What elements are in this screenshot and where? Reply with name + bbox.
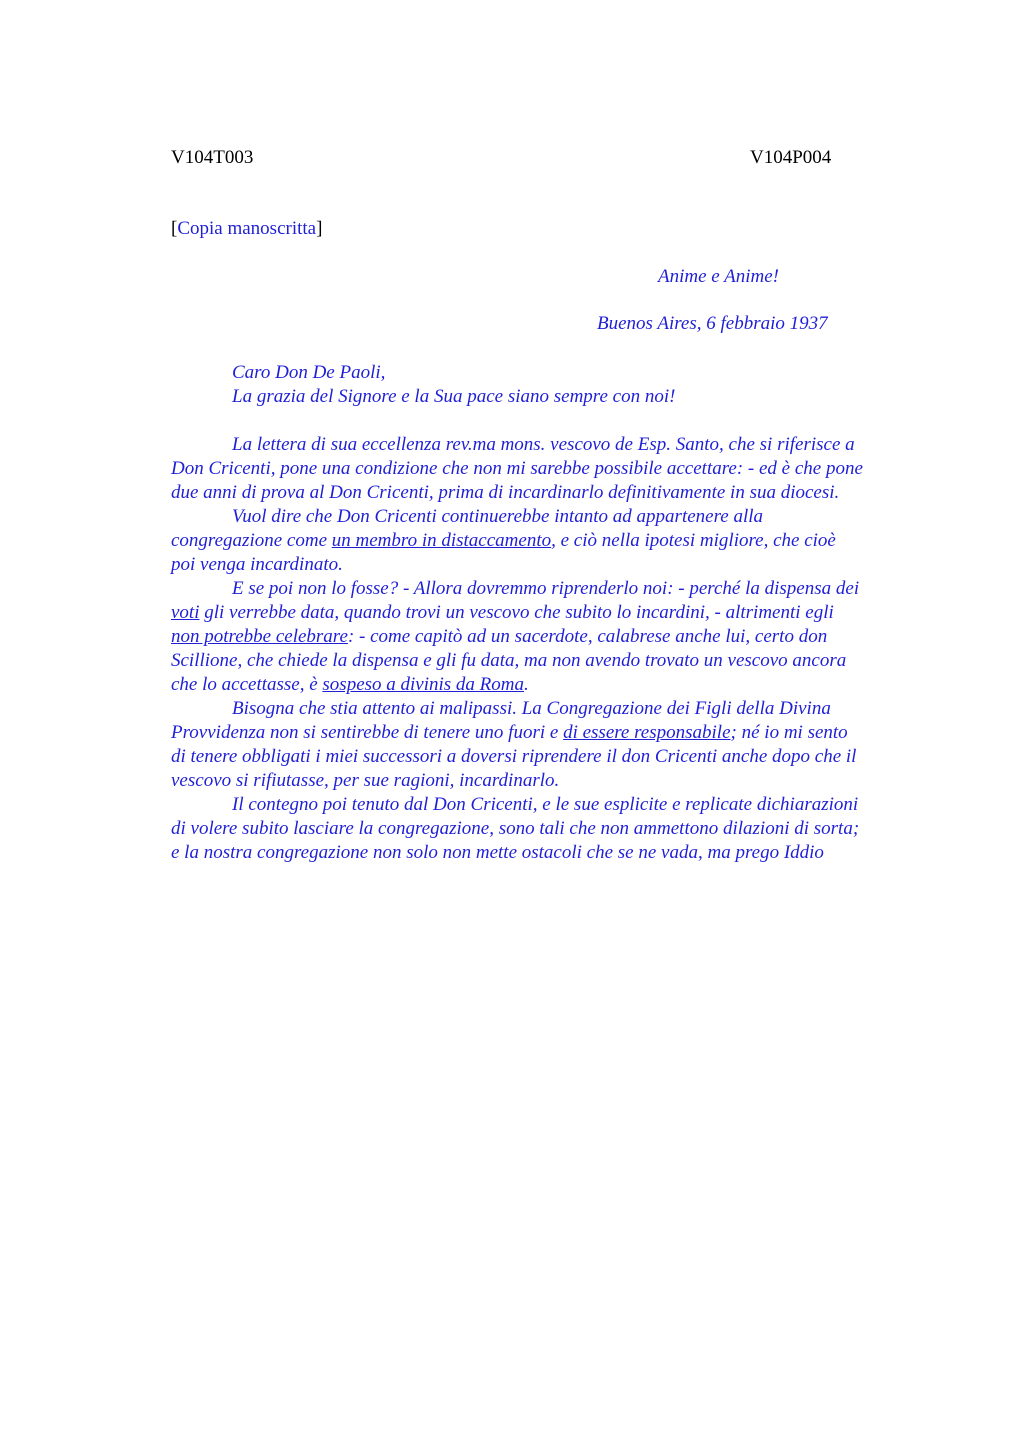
text-line [171,601,931,625]
letter-body [171,361,931,865]
text-segment: , e ciò nella ipotesi migliore, che cioè [551,530,836,551]
text-line: due anni di prova al Don Cricenti, prima di incardinarlo definitivamente in sua diocesi. [171,482,840,503]
text-line: di volere subito lasciare la congregazione, sono tali che non ammettono dilazioni di sorta; [171,818,860,839]
text-segment: . [524,674,529,695]
letter-motto: Anime e Anime! [658,266,779,287]
text-line: poi venga incardinato. [171,554,343,575]
copy-note-label: Copia manoscritta [177,218,317,239]
text-segment: gli verrebbe data, quando trovi un vescovo che subito lo incardini, - altrimenti egli [199,602,834,623]
letter-place-date: Buenos Aires, 6 febbraio 1937 [597,313,828,334]
text-line [171,673,931,697]
text-line: Vuol dire che Don Cricenti continuerebbe intanto ad appartenere alla [232,506,764,527]
text-line [171,625,931,649]
underlined-phrase: un membro in distaccamento [331,530,552,551]
underlined-phrase: voti [171,602,200,623]
text-line: Bisogna che stia attento ai malipassi. La Congregazione dei Figli della Divina [232,698,831,719]
text-segment: che lo accettasse, è [171,674,323,695]
text-line: vescovo si rifiutasse, per sue ragioni, incardinarlo. [171,770,560,791]
letter-salutation: Caro Don De Paoli, [232,362,386,383]
text-segment: Provvidenza non si sentirebbe di tenere uno fuori e [171,722,564,743]
text-line [171,529,931,553]
text-line: di tenere obbligati i miei successori a doversi riprendere il don Cricenti anche dopo che il [171,746,857,767]
text-line: Don Cricenti, pone una condizione che non mi sarebbe possibile accettare: - ed è che pone [171,458,863,479]
text-line: e la nostra congregazione non solo non mette ostacoli che se ne vada, ma prego Iddio [171,842,824,863]
letter-greeting: La grazia del Signore e la Sua pace siano sempre con noi! [232,386,676,407]
text-line: Il contegno poi tenuto dal Don Cricenti, e le sue esplicite e replicate dichiarazioni [232,794,859,815]
text-segment: ; né io mi sento [730,722,848,743]
text-line: Scillione, che chiede la dispensa e gli fu data, ma non avendo trovato un vescovo ancora [171,650,847,671]
text-line: La lettera di sua eccellenza rev.ma mons. vescovo de Esp. Santo, che si riferisce a [232,434,855,455]
copy-note-open-bracket: [ [171,218,178,239]
copy-note-close-bracket: ] [316,218,323,239]
underlined-phrase: di essere responsabile [563,722,731,743]
paragraph-gap [171,409,931,433]
document-code-left: V104T003 [171,147,254,168]
text-line [171,721,931,745]
text-segment: : - come capitò ad un sacerdote, calabrese anche lui, certo don [347,626,828,647]
text-segment: congregazione come [171,530,332,551]
underlined-phrase: sospeso a divinis da Roma [322,674,525,695]
document-code-right: V104P004 [750,147,832,168]
text-line: E se poi non lo fosse? - Allora dovremmo riprenderlo noi: - perché la dispensa dei [232,578,860,599]
underlined-phrase: non potrebbe celebrare [171,626,348,647]
copy-note [171,218,322,240]
